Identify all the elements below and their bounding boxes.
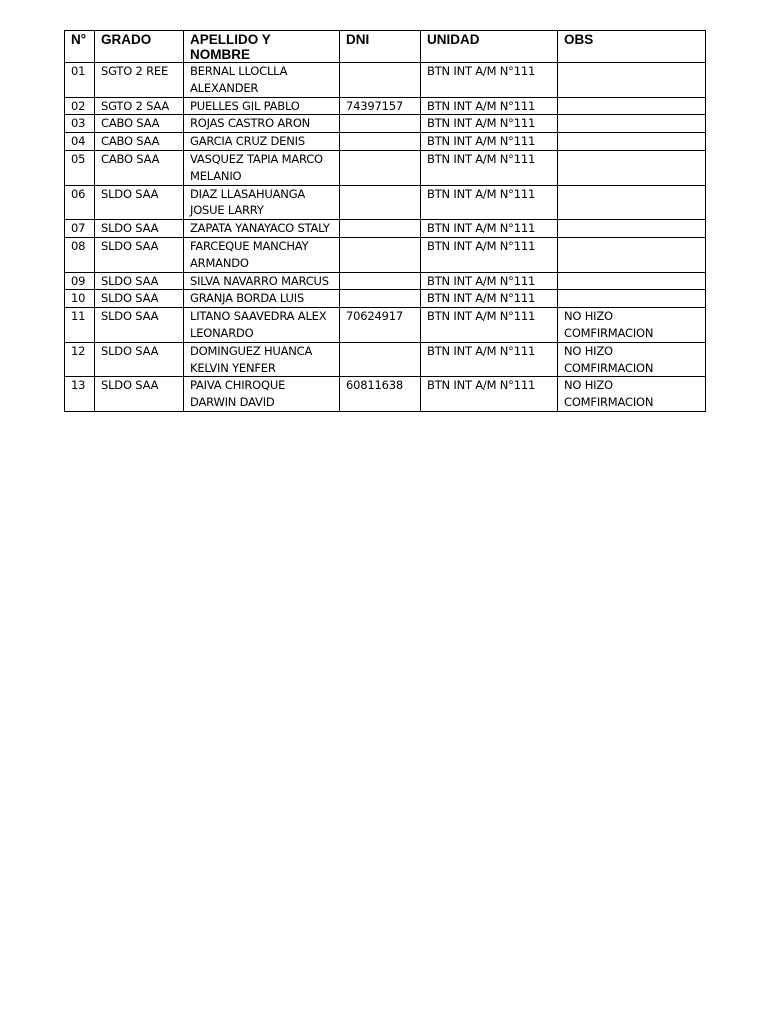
cell-grado: CABO SAA bbox=[95, 133, 184, 151]
cell-obs: NO HIZO COMFIRMACION bbox=[558, 342, 706, 377]
table-row bbox=[65, 185, 706, 220]
cell-grado: SLDO SAA bbox=[95, 237, 184, 272]
cell-grado: SGTO 2 SAA bbox=[95, 97, 184, 115]
cell-unidad: BTN INT A/M N°111 bbox=[421, 308, 558, 343]
cell-dni bbox=[340, 133, 421, 151]
cell-grado: SLDO SAA bbox=[95, 185, 184, 220]
cell-nombre: FARCEQUE MANCHAY ARMANDO bbox=[184, 237, 340, 272]
cell-nombre: BERNAL LLOCLLA ALEXANDER bbox=[184, 63, 340, 98]
cell-num: 04 bbox=[65, 133, 95, 151]
cell-nombre: PUELLES GIL PABLO bbox=[184, 97, 340, 115]
cell-unidad: BTN INT A/M N°111 bbox=[421, 377, 558, 412]
cell-grado: SLDO SAA bbox=[95, 342, 184, 377]
table-row bbox=[65, 308, 706, 343]
cell-grado: SLDO SAA bbox=[95, 220, 184, 238]
cell-obs bbox=[558, 237, 706, 272]
cell-num: 05 bbox=[65, 150, 95, 185]
table-row bbox=[65, 115, 706, 133]
cell-obs bbox=[558, 290, 706, 308]
cell-num: 01 bbox=[65, 63, 95, 98]
cell-num: 06 bbox=[65, 185, 95, 220]
cell-obs bbox=[558, 133, 706, 151]
cell-unidad: BTN INT A/M N°111 bbox=[421, 133, 558, 151]
cell-grado: SLDO SAA bbox=[95, 290, 184, 308]
cell-unidad: BTN INT A/M N°111 bbox=[421, 185, 558, 220]
cell-dni: 70624917 bbox=[340, 308, 421, 343]
table-row bbox=[65, 377, 706, 412]
table-row bbox=[65, 220, 706, 238]
cell-dni bbox=[340, 290, 421, 308]
cell-nombre: ROJAS CASTRO ARON bbox=[184, 115, 340, 133]
cell-nombre: DOMINGUEZ HUANCA KELVIN YENFER bbox=[184, 342, 340, 377]
cell-num: 11 bbox=[65, 308, 95, 343]
cell-unidad: BTN INT A/M N°111 bbox=[421, 342, 558, 377]
cell-obs bbox=[558, 220, 706, 238]
cell-obs bbox=[558, 150, 706, 185]
cell-num: 12 bbox=[65, 342, 95, 377]
cell-obs bbox=[558, 63, 706, 98]
table-row bbox=[65, 342, 706, 377]
cell-dni bbox=[340, 185, 421, 220]
cell-unidad: BTN INT A/M N°111 bbox=[421, 63, 558, 98]
table-row bbox=[65, 63, 706, 98]
table-header-row bbox=[65, 31, 706, 63]
cell-unidad: BTN INT A/M N°111 bbox=[421, 272, 558, 290]
cell-num: 13 bbox=[65, 377, 95, 412]
cell-grado: SLDO SAA bbox=[95, 308, 184, 343]
cell-num: 02 bbox=[65, 97, 95, 115]
cell-obs bbox=[558, 185, 706, 220]
header-obs: OBS bbox=[558, 31, 706, 63]
cell-obs bbox=[558, 115, 706, 133]
cell-unidad: BTN INT A/M N°111 bbox=[421, 220, 558, 238]
cell-unidad: BTN INT A/M N°111 bbox=[421, 290, 558, 308]
cell-nombre: SILVA NAVARRO MARCUS bbox=[184, 272, 340, 290]
cell-dni bbox=[340, 237, 421, 272]
header-dni: DNI bbox=[340, 31, 421, 63]
cell-nombre: VASQUEZ TAPIA MARCO MELANIO bbox=[184, 150, 340, 185]
header-num: N° bbox=[65, 31, 95, 63]
cell-obs bbox=[558, 97, 706, 115]
cell-num: 07 bbox=[65, 220, 95, 238]
cell-nombre: PAIVA CHIROQUE DARWIN DAVID bbox=[184, 377, 340, 412]
cell-unidad: BTN INT A/M N°111 bbox=[421, 150, 558, 185]
cell-obs: NO HIZO COMFIRMACION bbox=[558, 308, 706, 343]
table-body bbox=[65, 63, 706, 412]
cell-num: 09 bbox=[65, 272, 95, 290]
cell-grado: SGTO 2 REE bbox=[95, 63, 184, 98]
cell-unidad: BTN INT A/M N°111 bbox=[421, 237, 558, 272]
cell-obs: NO HIZO COMFIRMACION bbox=[558, 377, 706, 412]
cell-num: 10 bbox=[65, 290, 95, 308]
cell-grado: CABO SAA bbox=[95, 150, 184, 185]
cell-nombre: DIAZ LLASAHUANGA JOSUE LARRY bbox=[184, 185, 340, 220]
table-row bbox=[65, 133, 706, 151]
table-row bbox=[65, 272, 706, 290]
cell-num: 08 bbox=[65, 237, 95, 272]
cell-dni bbox=[340, 220, 421, 238]
cell-grado: SLDO SAA bbox=[95, 272, 184, 290]
cell-dni bbox=[340, 150, 421, 185]
cell-nombre: LITANO SAAVEDRA ALEX LEONARDO bbox=[184, 308, 340, 343]
table-row bbox=[65, 290, 706, 308]
cell-nombre: GARCIA CRUZ DENIS bbox=[184, 133, 340, 151]
header-nombre: APELLIDO Y NOMBRE bbox=[184, 31, 340, 63]
table-row bbox=[65, 237, 706, 272]
cell-dni bbox=[340, 342, 421, 377]
cell-dni bbox=[340, 272, 421, 290]
table-row bbox=[65, 97, 706, 115]
cell-dni bbox=[340, 115, 421, 133]
cell-nombre: ZAPATA YANAYACO STALY bbox=[184, 220, 340, 238]
cell-dni: 74397157 bbox=[340, 97, 421, 115]
cell-dni bbox=[340, 63, 421, 98]
cell-dni: 60811638 bbox=[340, 377, 421, 412]
header-grado: GRADO bbox=[95, 31, 184, 63]
cell-grado: CABO SAA bbox=[95, 115, 184, 133]
personnel-table bbox=[64, 30, 706, 412]
cell-unidad: BTN INT A/M N°111 bbox=[421, 97, 558, 115]
cell-obs bbox=[558, 272, 706, 290]
cell-num: 03 bbox=[65, 115, 95, 133]
cell-unidad: BTN INT A/M N°111 bbox=[421, 115, 558, 133]
table-row bbox=[65, 150, 706, 185]
cell-nombre: GRANJA BORDA LUIS bbox=[184, 290, 340, 308]
cell-grado: SLDO SAA bbox=[95, 377, 184, 412]
header-unidad: UNIDAD bbox=[421, 31, 558, 63]
